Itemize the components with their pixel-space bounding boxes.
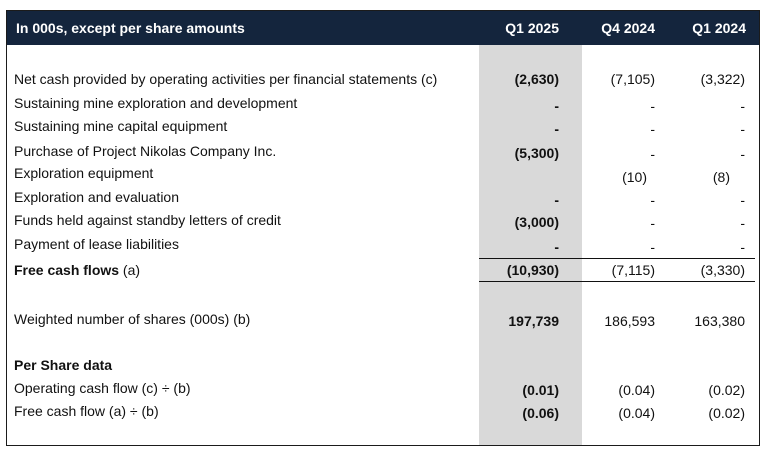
table-row [7,186,759,208]
per-share-heading-row [7,354,759,376]
value-q4-2024: - [650,192,655,208]
free-cash-flows-label: Free cash flows [14,262,120,278]
table-row [7,400,759,422]
row-label: Payment of lease liabilities [14,236,179,252]
table-row [7,92,759,114]
row-label: Net cash provided by operating activities per financial statements (c) [14,71,438,87]
header-col-q1-2025: Q1 2025 [505,20,559,36]
row-label: Weighted number of shares (000s) (b) [14,311,251,327]
weighted-shares-row [7,308,759,330]
value-q4-2024: 186,593 [604,313,655,329]
value-q1-2024: - [740,215,745,231]
table-row [7,115,759,137]
per-share-heading: Per Share data [14,357,113,373]
value-q1-2025: - [554,192,559,208]
table-row [7,233,759,255]
table-row [7,162,759,184]
value-q1-2024: (0.02) [708,382,745,398]
value-q1-2025: (2,630) [514,71,559,87]
value-q1-2024: (0.02) [708,405,745,421]
row-label: Sustaining mine capital equipment [14,118,228,134]
subtotal-rule-bottom [479,281,755,282]
value-q1-2024: (8) [712,169,730,185]
value-q4-2024: (10) [622,169,647,185]
table-row [7,209,759,231]
row-label: Free cash flow (a) ÷ (b) [14,403,159,419]
row-label [14,259,140,281]
value-q1-2025: (0.06) [522,405,559,421]
free-cash-flows-row [7,259,759,281]
row-label: Sustaining mine exploration and development [14,95,298,111]
row-label: Purchase of Project Nikolas Company Inc. [14,143,277,159]
table-row [7,68,759,90]
value-q1-2025: (5,300) [514,145,559,161]
value-q4-2024: - [650,239,655,255]
value-q1-2024: - [740,146,745,162]
table-row [7,377,759,399]
value-q4-2024: (7,115) [611,262,655,278]
value-q1-2024: - [740,98,745,114]
value-q1-2025: - [554,121,559,137]
value-q1-2024: (3,330) [700,262,745,278]
value-q4-2024: - [650,98,655,114]
value-q4-2024: - [650,121,655,137]
value-q4-2024: - [650,215,655,231]
value-q1-2025: (3,000) [514,214,559,230]
table-row [7,140,759,162]
value-q1-2024: 163,380 [694,313,745,329]
row-label: Funds held against standby letters of credit [14,212,281,228]
header-title: In 000s, except per share amounts [16,20,245,36]
row-label: Exploration and evaluation [14,189,180,205]
header-col-q1-2024: Q1 2024 [692,20,746,36]
free-cash-flows-suffix: (a) [119,262,141,278]
value-q1-2025: (0.01) [522,382,559,398]
value-q1-2024: (3,322) [700,71,745,87]
value-q4-2024: (0.04) [618,405,655,421]
row-label: Operating cash flow (c) ÷ (b) [14,380,191,396]
value-q4-2024: (0.04) [618,382,655,398]
row-label: Exploration equipment [14,165,154,181]
value-q1-2024: - [740,121,745,137]
value-q1-2024: - [740,192,745,208]
header-col-q4-2024: Q4 2024 [601,20,655,36]
value-q1-2025: - [554,98,559,114]
value-q1-2025: - [554,239,559,255]
value-q4-2024: - [650,146,655,162]
value-q1-2025: 197,739 [508,313,559,329]
value-q1-2024: - [740,239,745,255]
value-q1-2025: (10,930) [506,262,559,278]
value-q4-2024: (7,105) [610,71,655,87]
